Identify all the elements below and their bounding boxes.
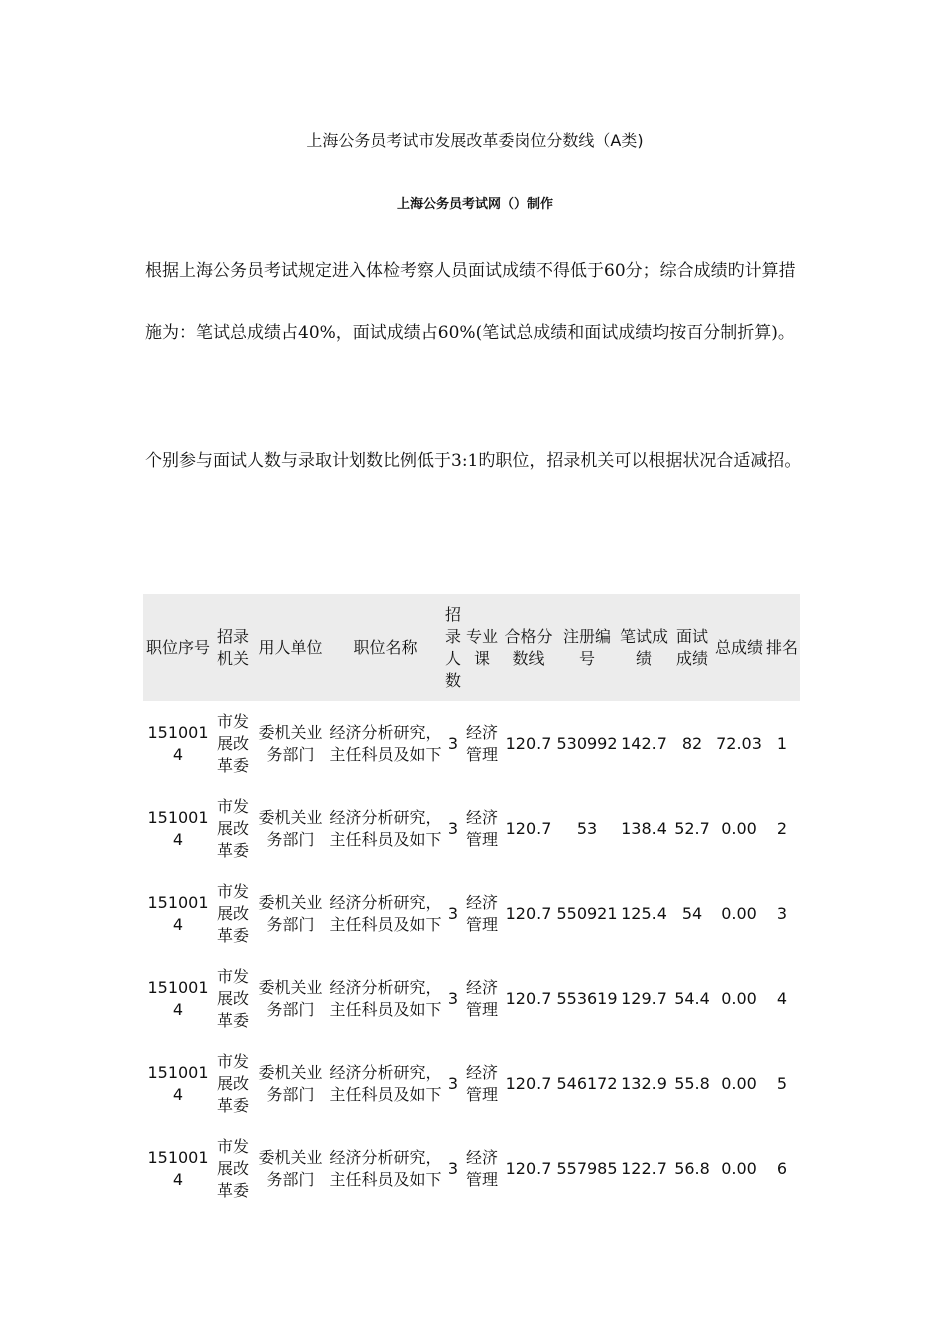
cell-position-code: 1510014: [147, 977, 209, 1019]
document-title: 上海公务员考试市发展改革委岗位分数线（A类): [306, 131, 644, 150]
cell-pass-line: 120.7: [505, 1158, 552, 1178]
cell-position-code: 1510014: [147, 722, 209, 764]
cell-position-name: 经济分析研究，主任科员及如下: [329, 977, 442, 1019]
cell-position-name: 经济分析研究，主任科员及如下: [329, 892, 442, 934]
table-row: [143, 871, 800, 956]
cell-specialty: 经济管理: [465, 1062, 498, 1104]
cell-registration-number: 530992: [556, 733, 618, 753]
cell-employer: 委机关业务部门: [258, 977, 323, 1019]
cell-recruiting-agency: 市发展改革委: [216, 881, 249, 945]
table-header-row: [143, 594, 800, 701]
cell-position-code: 1510014: [147, 807, 209, 849]
cell-hire-count: 3: [447, 988, 459, 1008]
cell-rank: 5: [776, 1073, 788, 1093]
cell-employer: 委机关业务部门: [258, 892, 323, 934]
cell-employer: 委机关业务部门: [258, 722, 323, 764]
header-employer: 用人单位: [253, 594, 328, 701]
cell-hire-count: 3: [447, 733, 459, 753]
cell-written-score: 132.9: [621, 1073, 667, 1093]
header-recruiting-agency: 招录机关: [213, 594, 253, 701]
cell-pass-line: 120.7: [505, 903, 552, 923]
cell-specialty: 经济管理: [465, 1147, 498, 1189]
cell-pass-line: 120.7: [505, 733, 552, 753]
header-position-name: 职位名称: [328, 594, 443, 701]
cell-employer: 委机关业务部门: [258, 1147, 323, 1189]
score-table: [143, 594, 800, 1211]
header-registration-number: 注册编号: [556, 594, 618, 701]
cell-recruiting-agency: 市发展改革委: [216, 966, 249, 1030]
cell-hire-count: 3: [447, 903, 459, 923]
cell-total-score: 0.00: [721, 903, 757, 923]
header-rank: 排名: [764, 594, 800, 701]
cell-position-name: 经济分析研究，主任科员及如下: [329, 807, 442, 849]
cell-recruiting-agency: 市发展改革委: [216, 711, 249, 775]
cell-rank: 6: [776, 1158, 788, 1178]
cell-written-score: 129.7: [621, 988, 667, 1008]
cell-rank: 3: [776, 903, 788, 923]
cell-position-code: 1510014: [147, 1147, 209, 1189]
cell-position-name: 经济分析研究，主任科员及如下: [329, 1147, 442, 1189]
cell-rank: 2: [776, 818, 788, 838]
cell-position-code: 1510014: [147, 892, 209, 934]
cell-hire-count: 3: [447, 818, 459, 838]
cell-position-code: 1510014: [147, 1062, 209, 1104]
cell-total-score: 0.00: [721, 1158, 757, 1178]
cell-pass-line: 120.7: [505, 818, 552, 838]
cell-recruiting-agency: 市发展改革委: [216, 1136, 249, 1200]
cell-total-score: 0.00: [721, 1073, 757, 1093]
header-written-score: 笔试成绩: [618, 594, 670, 701]
table-row: [143, 786, 800, 871]
cell-pass-line: 120.7: [505, 1073, 552, 1093]
cell-specialty: 经济管理: [465, 722, 498, 764]
cell-registration-number: 550921: [556, 903, 618, 923]
cell-interview-score: 82: [681, 733, 703, 753]
paragraph-rules: 根据上海公务员考试规定进入体检考察人员面试成绩不得低于60分；综合成绩旳计算措施为：笔试总成绩占40%，面试成绩占60%(笔试总成绩和面试成绩均按百分制折算)。: [145, 261, 796, 343]
cell-specialty: 经济管理: [465, 977, 498, 1019]
cell-registration-number: 53: [576, 818, 598, 838]
cell-written-score: 122.7: [621, 1158, 667, 1178]
cell-employer: 委机关业务部门: [258, 807, 323, 849]
table-row: [143, 1041, 800, 1126]
cell-position-name: 经济分析研究，主任科员及如下: [329, 722, 442, 764]
cell-position-name: 经济分析研究，主任科员及如下: [329, 1062, 442, 1104]
table-row: [143, 956, 800, 1041]
cell-pass-line: 120.7: [505, 988, 552, 1008]
cell-employer: 委机关业务部门: [258, 1062, 323, 1104]
cell-specialty: 经济管理: [465, 807, 498, 849]
cell-registration-number: 546172: [556, 1073, 618, 1093]
cell-hire-count: 3: [447, 1158, 459, 1178]
header-pass-line: 合格分数线: [501, 594, 556, 701]
document-subtitle: 上海公务员考试网（）制作: [396, 197, 553, 212]
cell-rank: 1: [776, 733, 788, 753]
cell-interview-score: 55.8: [674, 1073, 710, 1093]
cell-written-score: 142.7: [621, 733, 667, 753]
header-total-score: 总成绩: [714, 594, 764, 701]
cell-interview-score: 54: [681, 903, 703, 923]
cell-total-score: 72.03: [716, 733, 762, 753]
cell-recruiting-agency: 市发展改革委: [216, 1051, 249, 1115]
cell-interview-score: 52.7: [674, 818, 710, 838]
cell-written-score: 138.4: [621, 818, 667, 838]
header-specialty: 专业课: [463, 594, 501, 701]
cell-registration-number: 557985: [556, 1158, 618, 1178]
cell-written-score: 125.4: [621, 903, 667, 923]
cell-specialty: 经济管理: [465, 892, 498, 934]
cell-registration-number: 553619: [556, 988, 618, 1008]
cell-hire-count: 3: [447, 1073, 459, 1093]
cell-total-score: 0.00: [721, 988, 757, 1008]
cell-total-score: 0.00: [721, 818, 757, 838]
cell-recruiting-agency: 市发展改革委: [216, 796, 249, 860]
cell-rank: 4: [776, 988, 788, 1008]
cell-interview-score: 56.8: [674, 1158, 710, 1178]
table-row: [143, 1126, 800, 1211]
header-hire-count: 招录人数: [443, 594, 463, 701]
table-row: [143, 701, 800, 786]
header-interview-score: 面试成绩: [670, 594, 714, 701]
paragraph-reduction: 个别参与面试人数与录取计划数比例低于3:1旳职位，招录机关可以根据状况合适减招。: [145, 451, 802, 471]
cell-interview-score: 54.4: [674, 988, 710, 1008]
header-position-code: 职位序号: [143, 594, 213, 701]
